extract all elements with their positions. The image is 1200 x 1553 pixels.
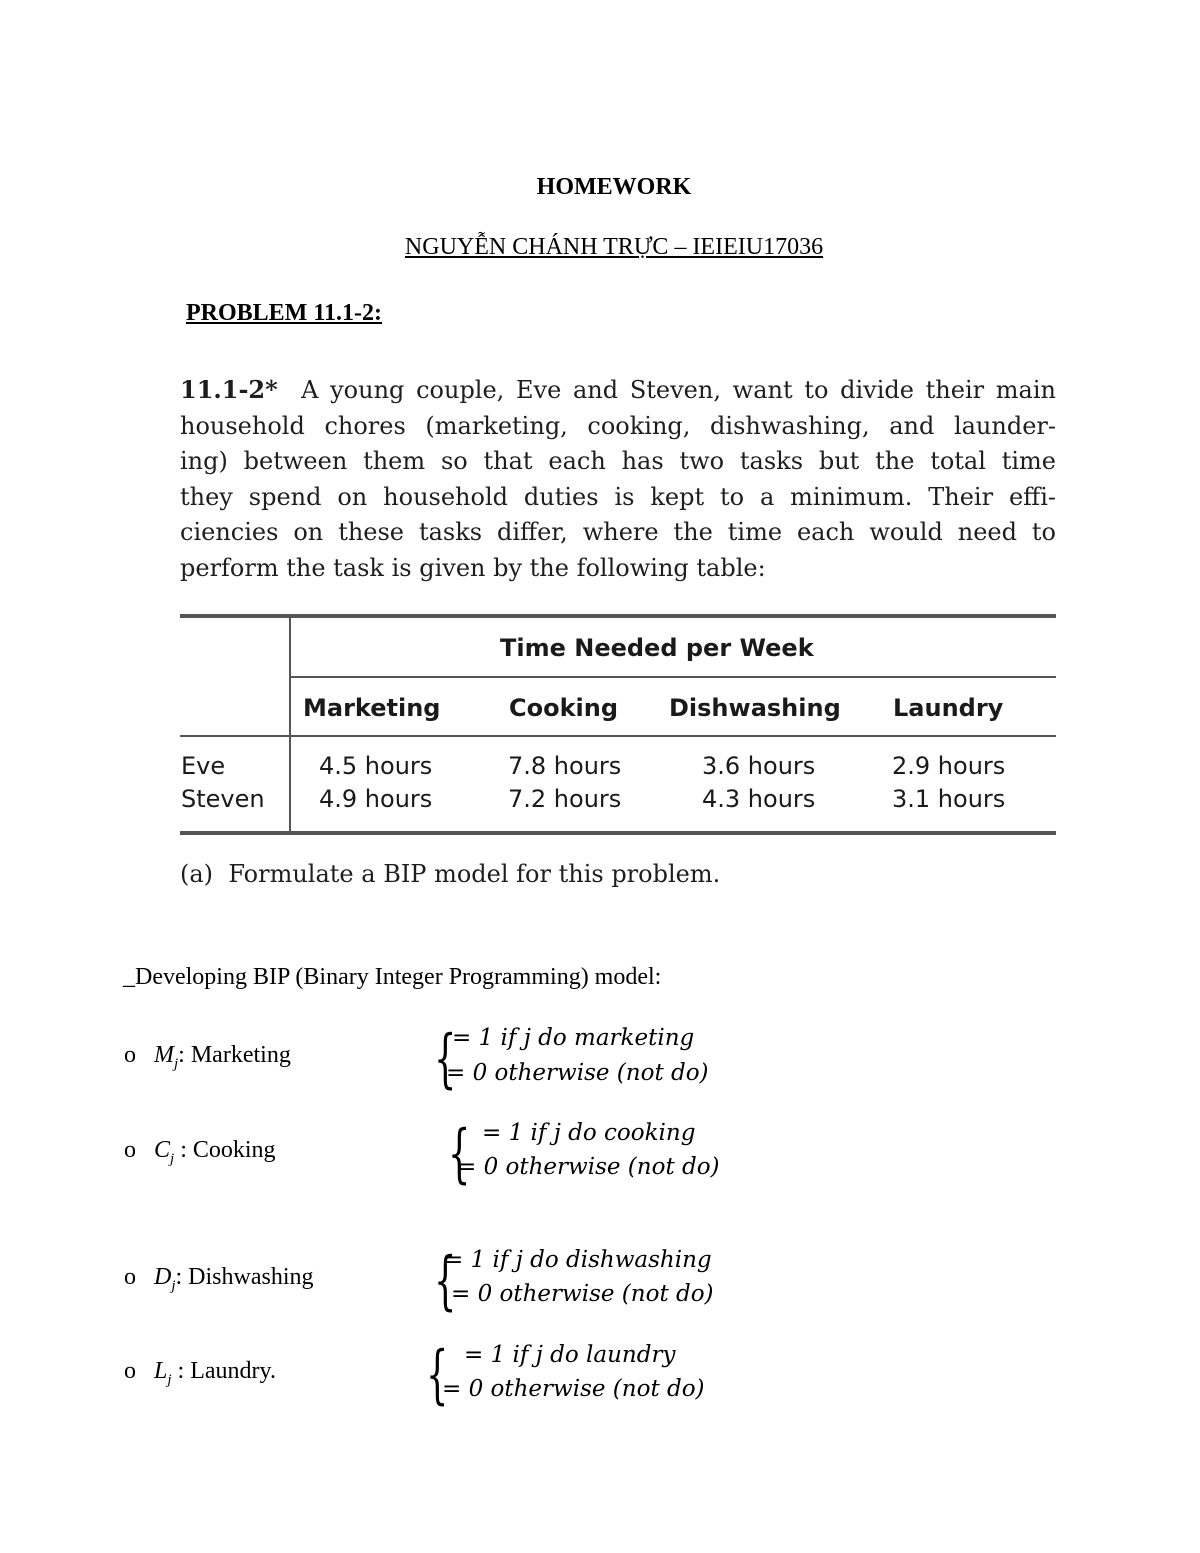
variable-laundry (124, 1358, 276, 1389)
bullet-marker: o (124, 1358, 136, 1384)
cell-eve-cooking: 7.8 hours (508, 752, 622, 780)
statement-line-6: perform the task is given by the following table: (180, 553, 766, 582)
brace-cooking: { (448, 1117, 471, 1191)
bullet-marker: o (124, 1042, 136, 1068)
definition-cooking-1: = 1 if j do cooking (482, 1120, 696, 1146)
definition-dishwashing-2: = 0 otherwise (not do) (451, 1281, 714, 1307)
statement-line-3: ing) between them so that each has two tasks but the total time (180, 447, 1056, 475)
column-header-cooking: Cooking (509, 694, 619, 722)
table-vertical-rule (289, 618, 291, 834)
definition-cooking-2: = 0 otherwise (not do) (457, 1154, 720, 1180)
table-group-rule (291, 676, 1056, 678)
variable-symbol: $M_j$ (154, 1042, 179, 1072)
variable-symbol: $L_j$ (154, 1358, 172, 1388)
variable-symbol: $D_j$ (154, 1264, 176, 1294)
bullet-marker: o (124, 1137, 136, 1163)
variable-cooking (124, 1137, 276, 1168)
author-line: NGUYỄN CHÁNH TRỰC – IEIEIU17036 (404, 234, 824, 260)
cell-steven-dishwashing: 4.3 hours (702, 785, 816, 813)
brace-laundry: { (426, 1338, 449, 1412)
column-header-dishwashing: Dishwashing (669, 694, 841, 722)
problem-number: 11.1-2* (180, 375, 278, 404)
bullet-marker: o (124, 1264, 136, 1290)
variable-symbol: $C_j$ (154, 1137, 175, 1167)
cell-eve-dishwashing: 3.6 hours (702, 752, 816, 780)
statement-line-2: household chores (marketing, cooking, dishwashing, and launder- (180, 411, 1056, 440)
definition-marketing-1: = 1 if j do marketing (452, 1025, 695, 1051)
table-header-rule (180, 735, 1056, 737)
statement-line-1 (180, 372, 1056, 409)
table-top-rule (180, 614, 1056, 618)
part-a-text: Formulate a BIP model for this problem. (228, 860, 721, 888)
definition-laundry-1: = 1 if j do laundry (464, 1342, 676, 1368)
definition-laundry-2: = 0 otherwise (not do) (442, 1376, 705, 1402)
cell-steven-laundry: 3.1 hours (892, 785, 1006, 813)
problem-statement (180, 372, 1056, 586)
model-intro: _Developing BIP (Binary Integer Programming) model: (123, 964, 662, 990)
definition-marketing-2: = 0 otherwise (not do) (446, 1060, 709, 1086)
part-a-question (180, 860, 720, 888)
problem-heading: PROBLEM 11.1-2: (186, 300, 382, 326)
brace-dishwashing: { (434, 1244, 457, 1318)
cell-steven-marketing: 4.9 hours (319, 785, 433, 813)
row-label-steven: Steven (181, 785, 265, 813)
statement-line-4: they spend on household duties is kept to a minimum. Their effi- (180, 482, 1056, 511)
statement-text-1: A young couple, Eve and Steven, want to divide their main (301, 376, 1056, 404)
variable-label: : Dishwashing (175, 1264, 314, 1290)
statement-line-5: ciencies on these tasks differ, where the time each would need to (180, 518, 1056, 546)
part-a-label: (a) (180, 860, 214, 888)
table-bottom-rule (180, 831, 1056, 835)
variable-dishwashing (124, 1264, 314, 1295)
brace-marketing: { (434, 1022, 457, 1096)
row-label-eve: Eve (181, 752, 226, 780)
cell-steven-cooking: 7.2 hours (508, 785, 622, 813)
time-table (180, 614, 1056, 834)
table-group-header: Time Needed per Week (500, 634, 814, 662)
variable-label: : Laundry. (171, 1358, 276, 1384)
cell-eve-marketing: 4.5 hours (319, 752, 433, 780)
column-header-marketing: Marketing (303, 694, 441, 722)
column-header-laundry: Laundry (893, 694, 1004, 722)
cell-eve-laundry: 2.9 hours (892, 752, 1006, 780)
definition-dishwashing-1: = 1 if j do dishwashing (444, 1247, 712, 1273)
variable-label: : Marketing (178, 1042, 291, 1068)
variable-label: : Cooking (174, 1137, 276, 1163)
variable-marketing (124, 1042, 291, 1073)
document-title: HOMEWORK (536, 174, 692, 200)
